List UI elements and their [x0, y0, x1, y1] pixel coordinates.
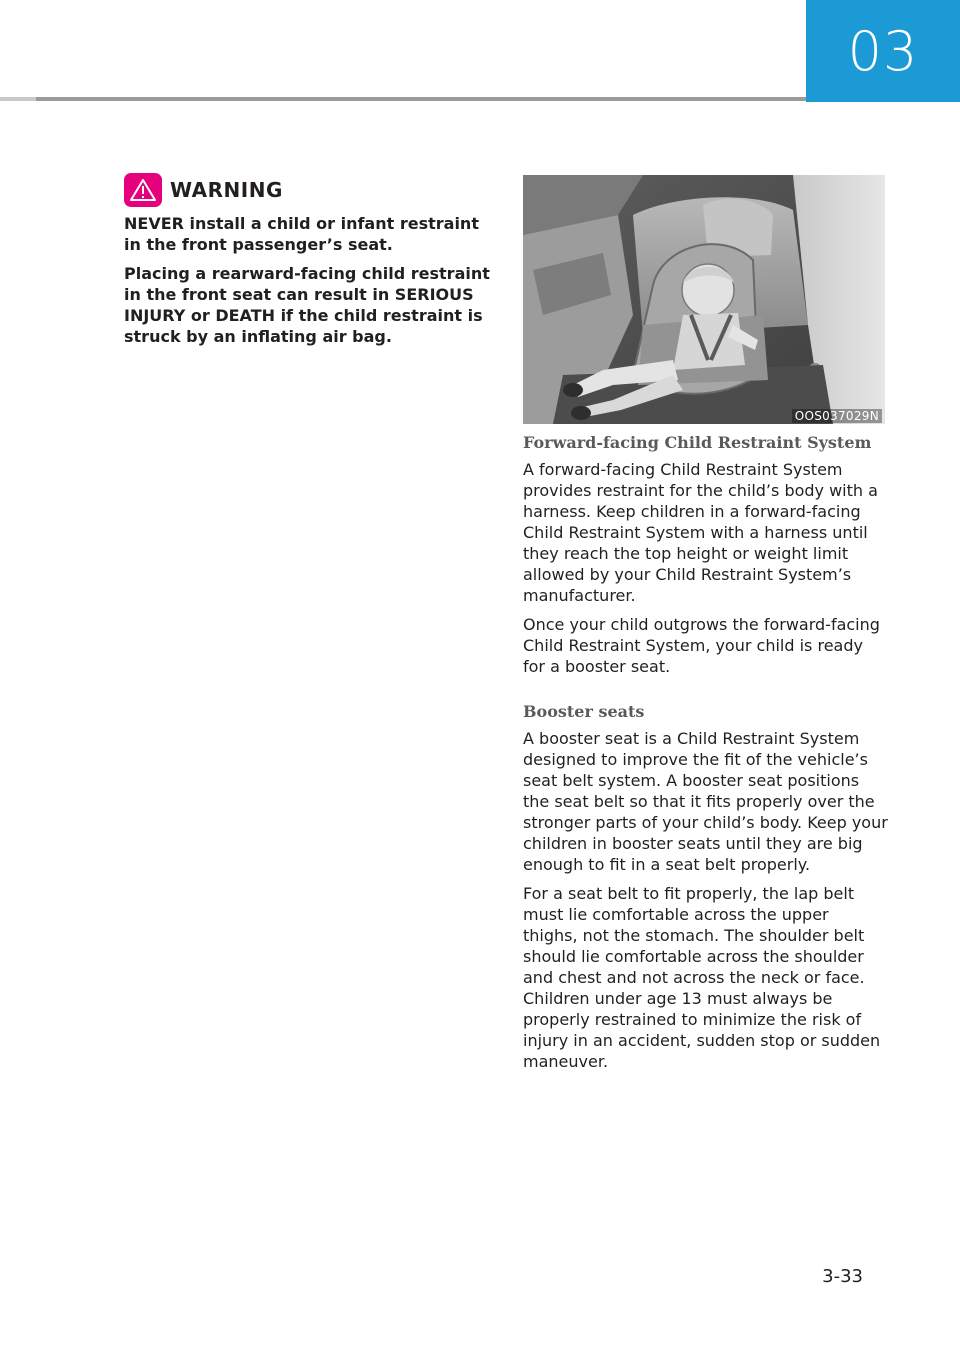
header-rule-accent	[0, 97, 36, 101]
warning-body	[124, 213, 494, 355]
header-rule	[0, 97, 806, 101]
body-paragraph: Once your child outgrows the forward-facing Child Restraint System, your child is ready for a booster seat.	[523, 615, 880, 676]
body-paragraph: For a seat belt to fit properly, the lap belt must lie comfortable across the upper thighs, not the stomach. The shoulder belt should lie comfortable across the shoulder and chest and not across the neck or face. Children under age 13 must always be properly restrained to minimize the risk of injury in an accident, sudden stop or sudden maneuver.	[523, 884, 881, 1071]
warning-triangle-icon	[124, 173, 162, 207]
chapter-number: 03	[847, 19, 919, 83]
figure-code: OOS037029N	[792, 409, 882, 423]
booster-section	[523, 702, 888, 1072]
child-seat-drawing	[523, 175, 885, 424]
child-seat-illustration	[523, 175, 885, 424]
chapter-tab	[806, 0, 960, 102]
section-title: Forward-facing Child Restraint System	[523, 433, 872, 452]
body-paragraph: A booster seat is a Child Restraint System designed to improve the fit of the vehicle’s seat belt system. A booster seat positions the seat belt so that it fits properly over the stronger parts of your child’s body. Keep your children in booster seats until they are big enough to fit in a seat belt properly.	[523, 729, 888, 874]
warning-paragraph: Placing a rearward-facing child restraint in the front seat can result in SERIOUS INJURY or DEATH if the child restraint is struck by an inflating air bag.	[124, 264, 490, 346]
body-paragraph: A forward-facing Child Restraint System provides restraint for the child’s body with a harness. Keep children in a forward-facing Child Restraint System with a harness until they reach the top height or weight limit allowed by your Child Restraint System’s manufacturer.	[523, 460, 878, 605]
section-title: Booster seats	[523, 702, 645, 721]
warning-header	[124, 173, 283, 207]
warning-title: WARNING	[170, 178, 283, 202]
warning-paragraph: NEVER install a child or infant restraint in the front passenger’s seat.	[124, 214, 479, 254]
page-number: 3-33	[822, 1266, 863, 1287]
forward-facing-section	[523, 433, 888, 677]
